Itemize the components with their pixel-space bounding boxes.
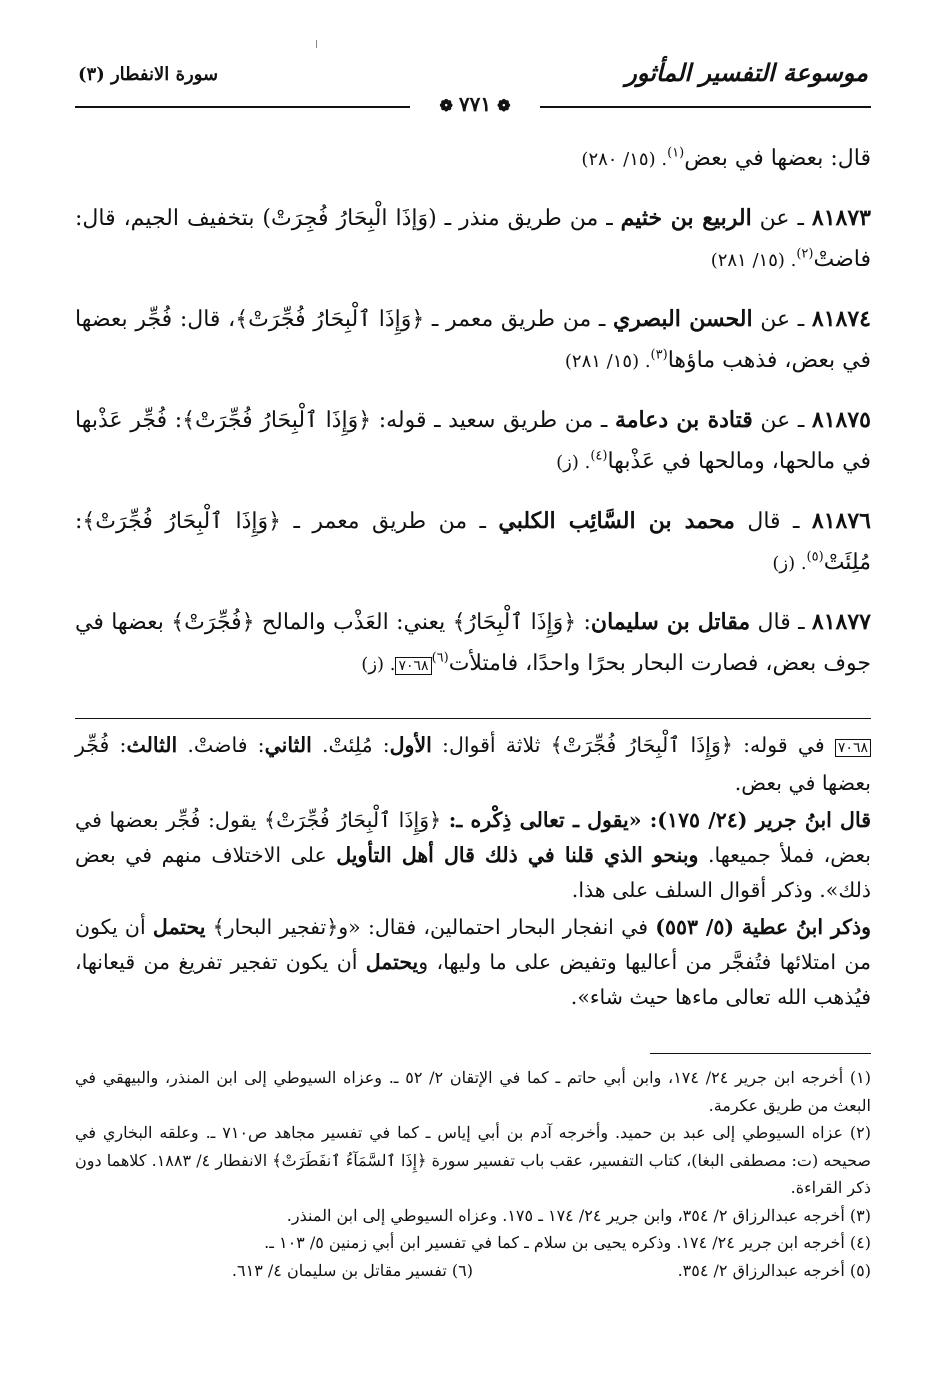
narration-entry: قال: بعضها في بعض$^{(١)}$. (١٥/ ٢٨٠): [581, 145, 871, 171]
ornament-icon: ❁: [439, 96, 453, 115]
page-number-value: ٧٧١: [458, 92, 492, 116]
narration-entry: ٨١٨٧٣ ـ عن الربيع بن خثيم ـ من طريق منذر ـ (وَإذَا الْبِحَارُ فُجِرَتْ) بتخفيف الجيم، قال: فاضتْ$^{(٢)}$. (١٥/ ٢٨١): [75, 205, 871, 272]
commentary: [75, 728, 871, 1017]
narration-number: ٨١٨٧٥: [811, 407, 871, 433]
commentary-divider: [75, 718, 871, 719]
footnote: (٢) عزاه السيوطي إلى عبد بن حميد. وأخرجه آدم بن أبي إياس ـ كما في تفسير مجاهد ص٧١٠ ـ. وعلقه البخاري في صحيحه (ت: مصطفى البغا)، كتاب التفسير، عقب باب تفسير سورة ﴿إِذَا ٱلسَّمَآءُ ٱنفَطَرَتْ﴾ الانفطار ٤/ ١٨٨٣. كلاهما دون ذكر القراءة.: [75, 1123, 871, 1197]
commentary-number-box: ٧٠٦٨: [835, 739, 871, 757]
narration-entry: ٨١٨٧٤ ـ عن الحسن البصري ـ من طريق معمر ـ ﴿وَإِذَا ٱلْبِحَارُ فُجِّرَتْ﴾، قال: فُجِّر بعضها في بعض، فذهب ماؤها$^{(٣)}$. (١٥/ ٢٨١): [75, 306, 871, 373]
footnote: (١) أخرجه ابن جرير ٢٤/ ١٧٤، وابن أبي حاتم ـ كما في الإتقان ٢/ ٥٢ ـ. وعزاه السيوطي إلى ابن المنذر، والبيهقي في البعث من طريق عكرمة.: [75, 1068, 871, 1115]
narrations: [75, 138, 871, 705]
footnote-marker[interactable]: (٥): [806, 549, 824, 565]
narration-number: ٨١٨٧٣: [811, 205, 871, 231]
book-title: موسوعة التفسير المأثور: [625, 58, 868, 87]
narration-number: ٨١٨٧٦: [811, 508, 871, 534]
narrator-name: الحسن البصري: [612, 306, 753, 332]
footnote-marker[interactable]: (٢): [796, 246, 814, 262]
footnote-row: [75, 1257, 871, 1285]
commentary-paragraph: ٧٠٦٨ في قوله: ﴿وَإِذَا ٱلْبِحَارُ فُجِّرَتْ﴾ ثلاثة أقوال: الأول: مُلِئتْ. الثاني: فاضتْ. الثالث: فُجِّر بعضها في بعض.: [75, 733, 871, 795]
narration-number: ٨١٨٧٧: [811, 609, 871, 635]
footnote-marker[interactable]: (١): [667, 145, 685, 161]
footnote: (٣) أخرجه عبدالرزاق ٢/ ٣٥٤، وابن جرير ٢٤/ ١٧٤ ـ ١٧٥. وعزاه السيوطي إلى ابن المنذر.: [286, 1205, 871, 1225]
footnote: (٦) تفسير مقاتل بن سليمان ٤/ ٦١٣.: [231, 1260, 473, 1280]
commentary-ref-box[interactable]: ٧٠٦٨: [395, 657, 431, 675]
footnotes: [75, 1064, 871, 1284]
footnote: (٥) أخرجه عبدالرزاق ٢/ ٣٥٤.: [677, 1260, 871, 1280]
narration-number: ٨١٨٧٤: [811, 306, 871, 332]
narrator-name: الربيع بن خثيم: [620, 205, 752, 231]
footnote-marker[interactable]: (٣): [650, 347, 668, 363]
narrator-name: مقاتل بن سليمان: [590, 609, 751, 635]
narrator-name: قتادة بن دعامة: [614, 407, 753, 433]
narration-entry: ٨١٨٧٥ ـ عن قتادة بن دعامة ـ من طريق سعيد ـ قوله: ﴿وَإِذَا ٱلْبِحَارُ فُجِّرَتْ﴾: فُجِّر عَذْبها في مالحها، ومالحها في عَذْبها$^{(٤)}$. (ز): [75, 407, 871, 474]
commentary-paragraph: وذكر ابنُ عطية (٥/ ٥٥٣) في انفجار البحار احتمالين، فقال: «و﴿تفجير البحار﴾ يحتمل أن يكون من امتلائها فتُفجَّر من أعاليها وتفيض على ما وليها، ويحتمل أن يكون تفجير تفريغ من قيعانها، فيُذهب الله تعالى ماءها حيث شاء».: [75, 915, 871, 1009]
footnotes-divider: [650, 1053, 871, 1054]
footnote-marker[interactable]: (٤): [590, 448, 608, 464]
commentary-paragraph: قال ابنُ جرير (٢٤/ ١٧٥): «يقول ـ تعالى ذِكْره ـ: ﴿وَإِذَا ٱلْبِحَارُ فُجِّرَتْ﴾ يقول: فُجِّر بعضها في بعض، فملأ جميعها. وبنحو الذي قلنا في ذلك قال أهل التأويل على الاختلاف منهم في بعض ذلك». وذكر أقوال السلف على هذا.: [75, 808, 871, 902]
footnote-marker[interactable]: (٦): [431, 650, 449, 666]
scan-mark: [316, 40, 317, 48]
narration-entry: ٨١٨٧٦ ـ قال محمد بن السَّائِب الكلبي ـ من طريق معمر ـ ﴿وَإِذَا ٱلْبِحَارُ فُجِّرَتْ﴾: مُلِئَتْ$^{(٥)}$. (ز): [75, 508, 871, 575]
footnote: (٤) أخرجه ابن جرير ٢٤/ ١٧٤. وذكره يحيى بن سلام ـ كما في تفسير ابن أبي زمنين ٥/ ١٠٣ ـ.: [264, 1233, 871, 1252]
page-number: [410, 92, 540, 118]
narration-entry: ٨١٨٧٧ ـ قال مقاتل بن سليمان: ﴿وَإِذَا ٱلْبِحَارُ﴾ يعني: العَذْب والمالح ﴿فُجِّرَتْ﴾ بعضها في جوف بعض، فصارت البحار بحرًا واحدًا، فامتلأت$^{(٦)}$٧٠٦٨. (ز): [75, 609, 871, 676]
ornament-icon: ❁: [497, 96, 511, 115]
surah-label: سورة الانفطار (٣): [78, 64, 219, 85]
narrator-name: محمد بن السَّائِب الكلبي: [498, 508, 735, 534]
